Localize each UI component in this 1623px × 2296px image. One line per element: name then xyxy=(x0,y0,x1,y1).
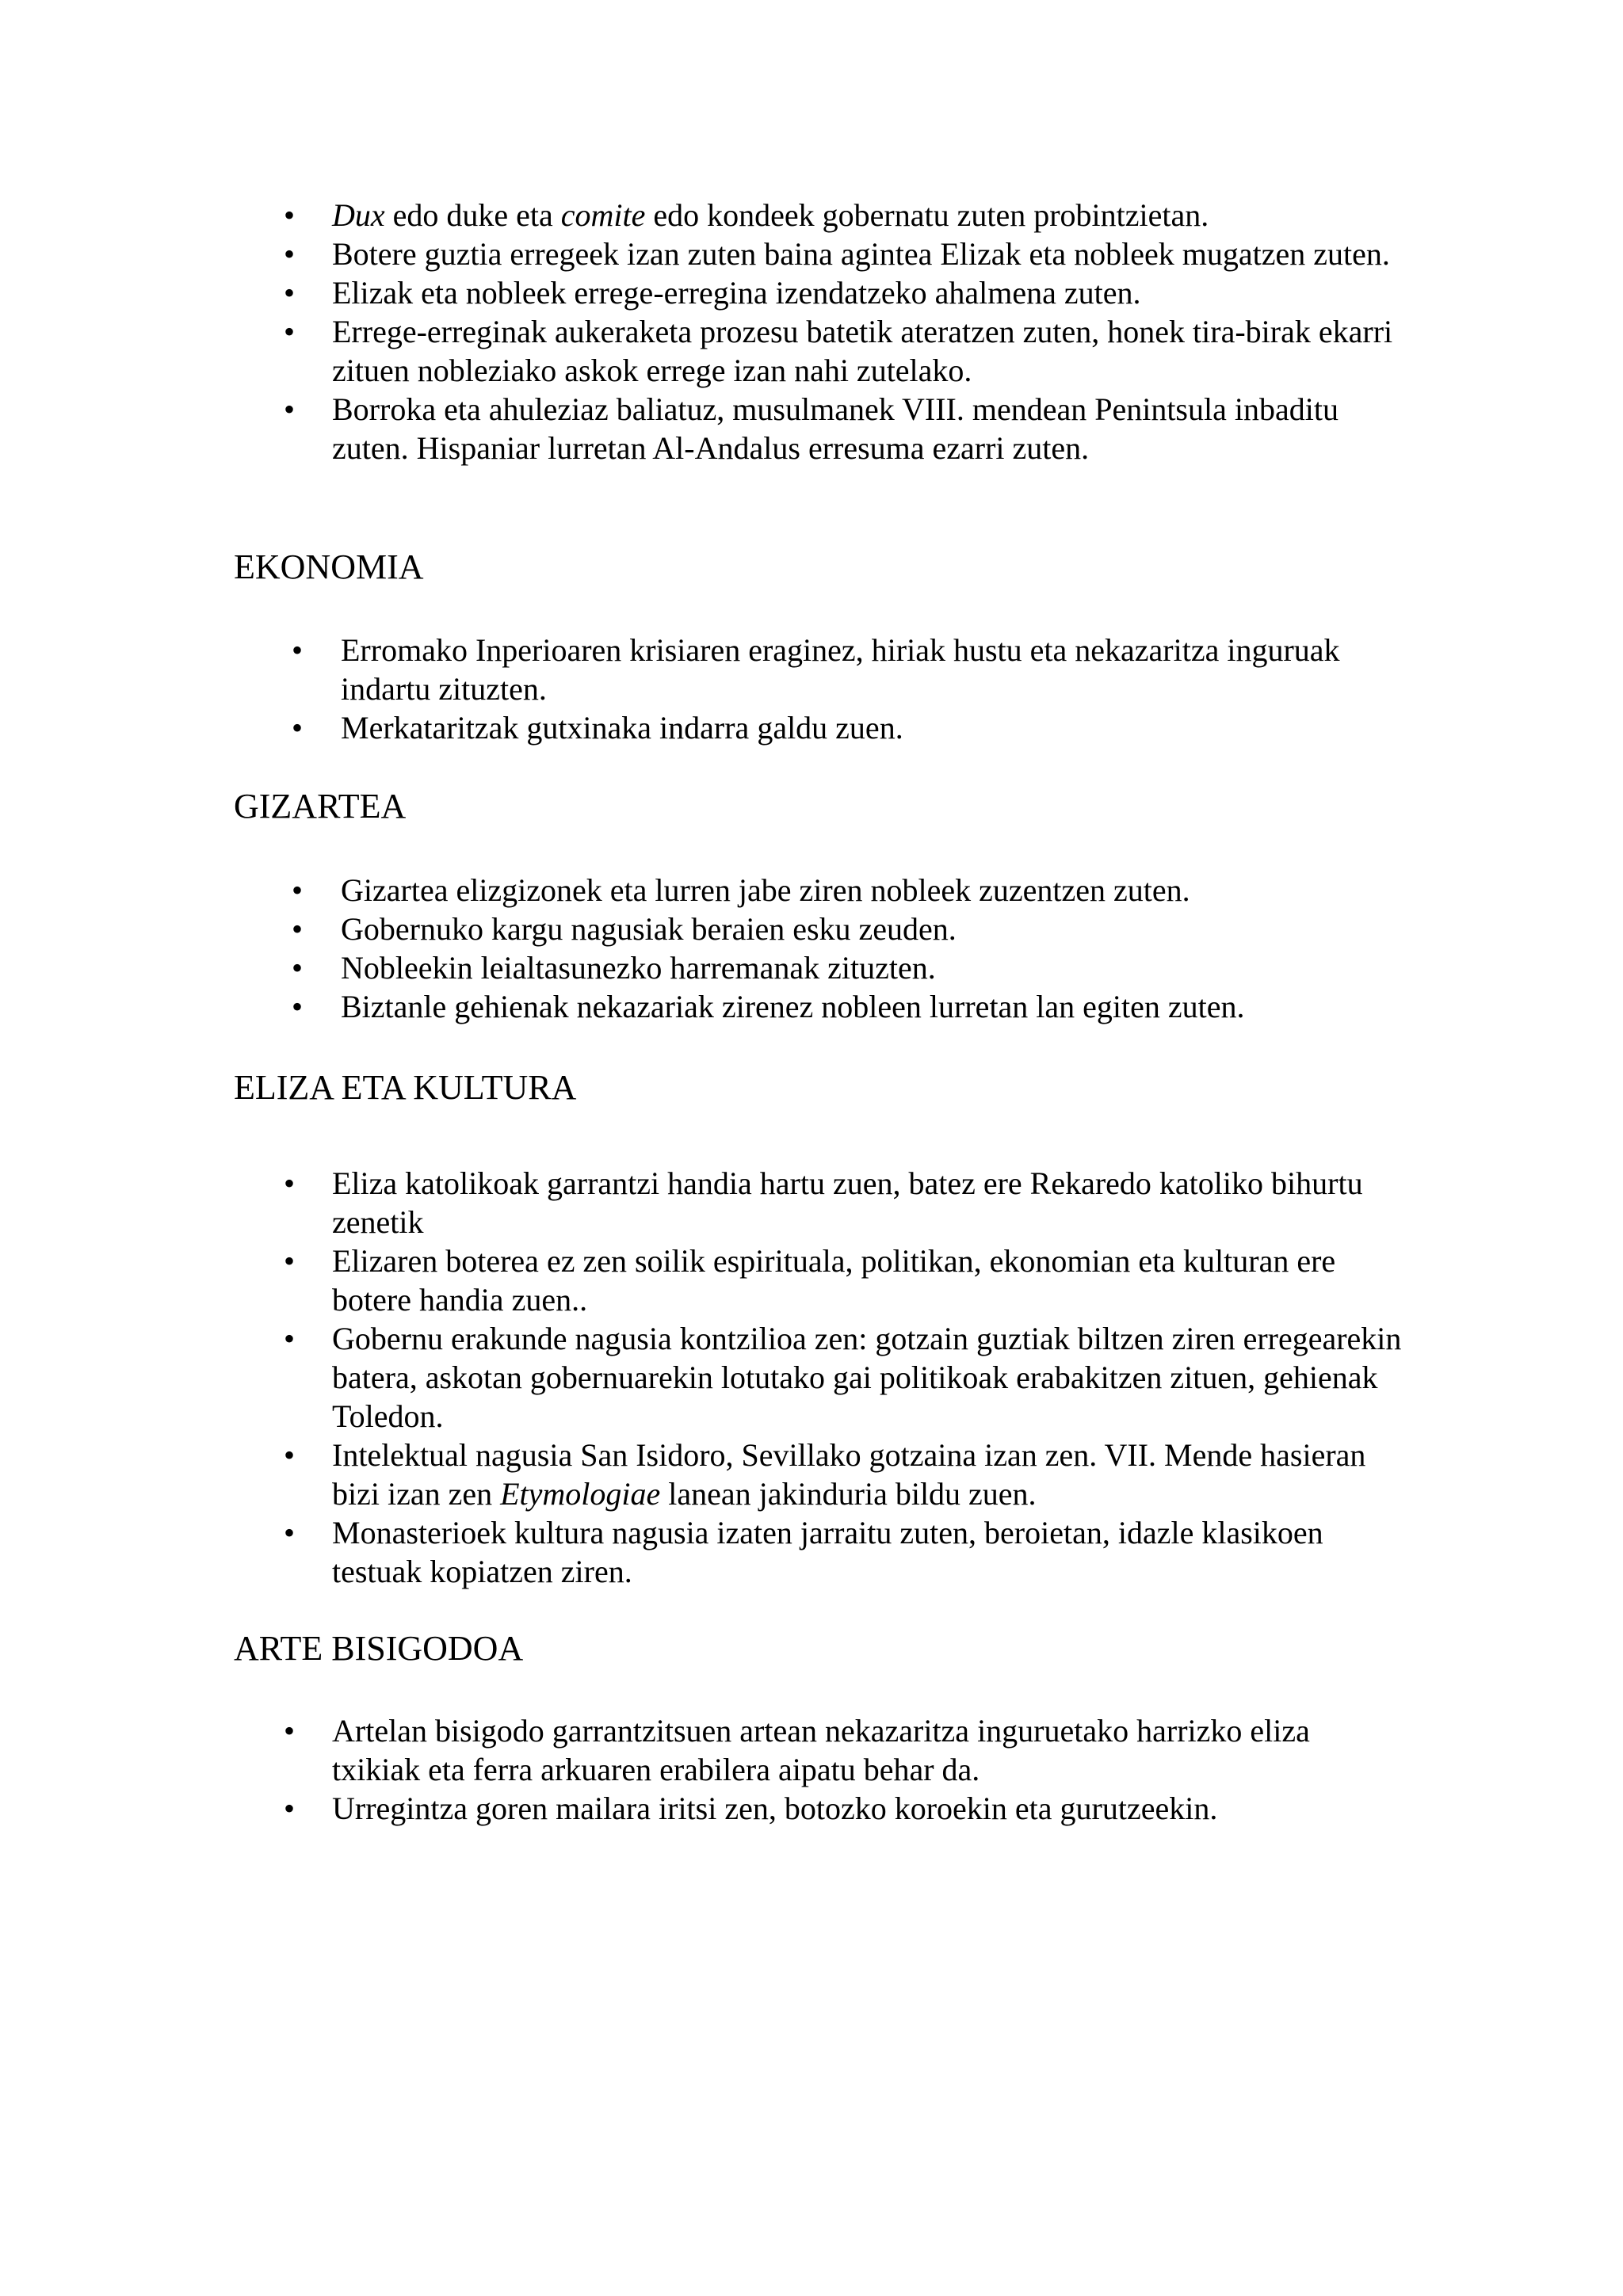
list-item: • Elizaren boterea ez zen soilik espirituala, politikan, ekonomian eta kulturan ere botere handia zuen.. xyxy=(284,1243,1336,1318)
list-item: • Merkataritzak gutxinaka indarra galdu zuen. xyxy=(292,710,903,746)
bullet-icon: • xyxy=(284,236,296,272)
list-item: • Errege-erreginak aukeraketa prozesu batetik ateratzen zuten, honek tira-birak ekarri zituen nobleziako askok errege izan nahi zutelako. xyxy=(284,314,1393,388)
list-item: • Nobleekin leialtasunezko harremanak zituzten. xyxy=(292,950,936,986)
bullet-icon: • xyxy=(284,197,296,233)
bullet-icon: • xyxy=(284,1713,296,1749)
bullet-icon: • xyxy=(284,391,296,427)
bullet-icon: • xyxy=(292,911,304,947)
bullet-icon: • xyxy=(292,950,304,986)
bullet-icon: • xyxy=(284,1437,296,1473)
bullet-icon: • xyxy=(284,1791,296,1826)
list-item: • Eliza katolikoak garrantzi handia hartu zuen, batez ere Rekaredo katoliko bihurtu zenetik xyxy=(284,1165,1363,1240)
list-item: • Intelektual nagusia San Isidoro, Sevillako gotzaina izan zen. VII. Mende hasieran bizi izan zen Etymologiae lanean jakinduria bildu zuen. xyxy=(284,1437,1366,1512)
gizartea-bullet-list xyxy=(0,871,1403,1026)
bullet-icon: • xyxy=(284,1165,296,1201)
list-item: • Monasterioek kultura nagusia izaten jarraitu zuten, beroietan, idazle klasikoen testuak kopiatzen ziren. xyxy=(284,1515,1323,1589)
list-item: • Gobernu erakunde nagusia kontzilioa zen: gotzain guztiak biltzen ziren erregearekin batera, askotan gobernuarekin lotutako gai politikoak erabakitzen zituen, gehienak Toledon. xyxy=(284,1321,1402,1434)
bullet-icon: • xyxy=(284,275,296,311)
arte-bullet-list xyxy=(0,1711,1394,1828)
bullet-icon: • xyxy=(284,1515,296,1550)
eliza-bullet-list xyxy=(0,1164,1410,1591)
ekonomia-bullet-list xyxy=(0,631,1419,747)
section-heading-eliza: ELIZA ETA KULTURA xyxy=(234,1068,577,1107)
list-item: • Urregintza goren mailara iritsi zen, botozko koroekin eta gurutzeekin. xyxy=(284,1791,1218,1826)
list-item: • Borroka eta ahuleziaz baliatuz, musulmanek VIII. mendean Penintsula inbaditu zuten. Hispaniar lurretan Al-Andalus erresuma ezarri zuten. xyxy=(284,391,1338,466)
list-item: • Gizartea elizgizonek eta lurren jabe ziren nobleek zuzentzen zuten. xyxy=(292,872,1190,908)
bullet-icon: • xyxy=(284,1321,296,1356)
list-item: • Biztanle gehienak nekazariak zirenez nobleen lurretan lan egiten zuten. xyxy=(292,989,1245,1024)
list-item: • Botere guztia erregeek izan zuten baina agintea Elizak eta nobleek mugatzen zuten. xyxy=(284,236,1390,272)
bullet-icon: • xyxy=(292,710,304,746)
bullet-icon: • xyxy=(292,632,304,668)
section-heading-ekonomia: EKONOMIA xyxy=(234,547,424,586)
bullet-icon: • xyxy=(292,872,304,908)
section-heading-gizartea: GIZARTEA xyxy=(234,787,407,826)
list-item: • Erromako Inperioaren krisiaren eraginez, hiriak hustu eta nekazaritza inguruak indartu zituzten. xyxy=(292,632,1340,707)
list-item: • Elizak eta nobleek errege-erregina izendatzeko ahalmena zuten. xyxy=(284,275,1141,311)
bullet-icon: • xyxy=(292,989,304,1024)
list-item: • Gobernuko kargu nagusiak beraien esku zeuden. xyxy=(292,911,957,947)
bullet-icon: • xyxy=(284,314,296,349)
list-item: • Dux edo duke eta comite edo kondeek gobernatu zuten probintzietan. xyxy=(284,197,1209,233)
list-item: • Artelan bisigodo garrantzitsuen artean nekazaritza inguruetako harrizko eliza txikiak eta ferra arkuaren erabilera aipatu behar da. xyxy=(284,1713,1310,1787)
bullet-icon: • xyxy=(284,1243,296,1279)
section-heading-arte: ARTE BISIGODOA xyxy=(234,1629,524,1668)
intro-bullet-list xyxy=(0,196,1410,467)
